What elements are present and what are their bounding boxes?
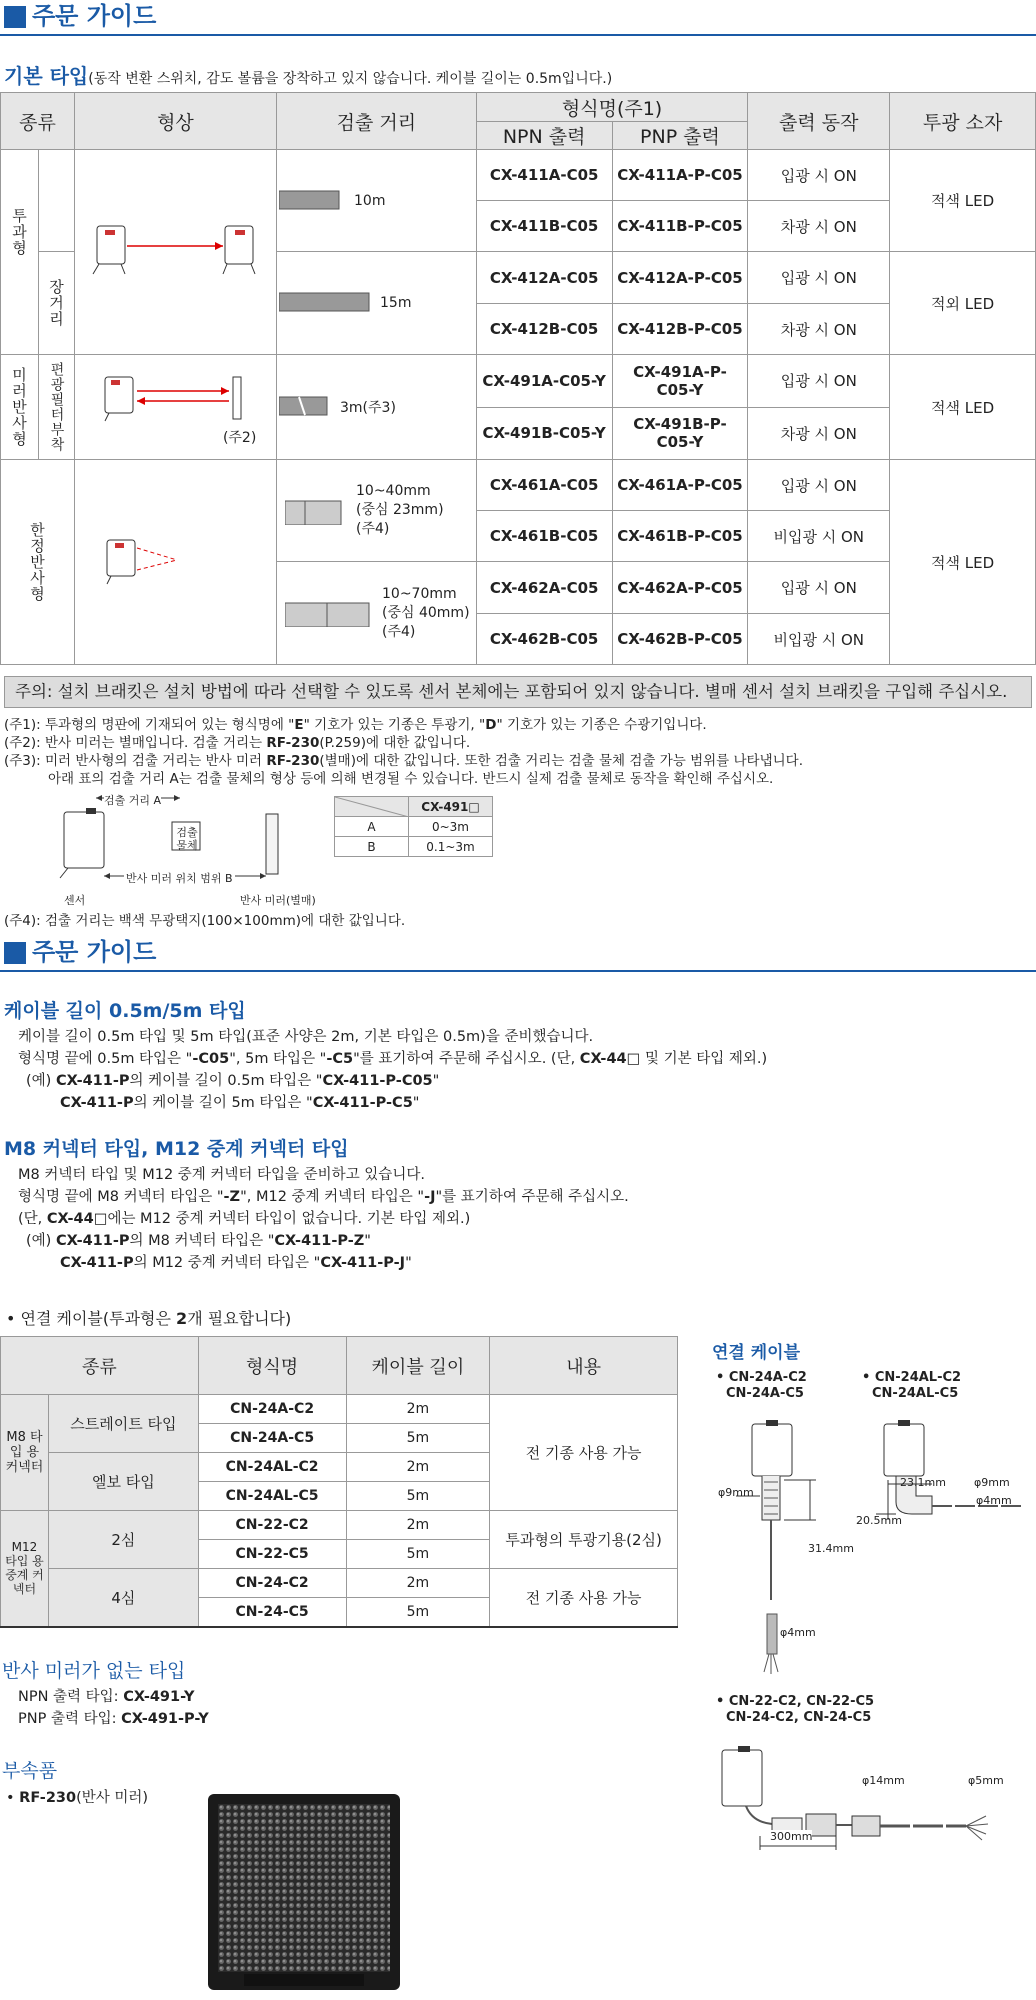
npn-cell: CX-462A-C05 xyxy=(476,562,612,614)
npn-cell: CX-491A-C05-Y xyxy=(476,355,612,408)
pnp-cell: CX-462A-P-C05 xyxy=(612,562,748,614)
pnp-cell: CX-411A-P-C05 xyxy=(612,150,748,201)
action-cell: 차광 시 ON xyxy=(748,201,890,252)
no-mirror-title: 반사 미러가 없는 타입 xyxy=(2,1660,186,1682)
conn-desc: 전 기종 사용 가능 xyxy=(490,1395,678,1511)
diagram-range-b: 반사 미러 위치 범위 B xyxy=(126,872,233,885)
note-1: (주1): 투과형의 명판에 기재되어 있는 형식명에 "E" 기호가 있는 기종은 투광기, "D" 기호가 있는 기종은 수광기입니다. xyxy=(4,717,707,733)
conn-len: 2m xyxy=(346,1395,490,1424)
cable-fig-title: 연결 케이블 xyxy=(712,1343,801,1363)
pnp-cell: CX-411B-P-C05 xyxy=(612,201,748,252)
cable-bar-15m xyxy=(279,291,375,315)
conn-model: CN-24-C5 xyxy=(198,1598,346,1627)
conn-desc: 투과형의 투광기용(2심) xyxy=(490,1511,678,1569)
conn-len: 5m xyxy=(346,1540,490,1569)
conn-model: CN-24AL-C5 xyxy=(198,1482,346,1511)
dim-300: 300mm xyxy=(770,1830,813,1843)
npn-cell: CX-462B-C05 xyxy=(476,614,612,665)
dim-20-5: 20.5mm xyxy=(856,1514,902,1527)
accessory-title: 부속품 xyxy=(2,1760,58,1782)
dim-phi9: φ9mm xyxy=(718,1486,754,1499)
conn-len: 2m xyxy=(346,1569,490,1598)
action-cell: 비입광 시 ON xyxy=(748,511,890,562)
conn-group-m12: M12 타입 용 중계 커넥터 xyxy=(1,1511,49,1627)
conn-2core: 2심 xyxy=(48,1511,198,1569)
conn-elbow: 엘보 타입 xyxy=(48,1453,198,1511)
pnp-cell: CX-462B-P-C05 xyxy=(612,614,748,665)
pnp-cell: CX-461B-P-C05 xyxy=(612,511,748,562)
dim-31-4: 31.4mm xyxy=(808,1542,854,1555)
th-model: 형식명(주1) xyxy=(476,93,748,122)
no-mirror-body: NPN 출력 타입: CX-491-Y PNP 출력 타입: CX-491-P-Y xyxy=(18,1689,209,1727)
section-square-icon xyxy=(4,942,26,964)
pnp-cell: CX-491B-P- C05-Y xyxy=(612,407,748,460)
m8-title: M8 커넥터 타입, M12 중계 커넥터 타입 xyxy=(4,1138,349,1160)
conn-len: 5m xyxy=(346,1598,490,1627)
thru-beam-illustration xyxy=(75,150,275,350)
pnp-cell: CX-412A-P-C05 xyxy=(612,252,748,304)
dim-phi5: φ5mm xyxy=(968,1774,1004,1787)
conn-group-m8: M8 타입 용 커넥터 xyxy=(1,1395,49,1511)
range-table xyxy=(334,796,493,857)
dist-15m: 15m xyxy=(380,295,412,311)
action-cell: 입광 시 ON xyxy=(748,562,890,614)
cable-drawing-m8 xyxy=(716,1410,1026,1680)
conn-model: CN-22-C2 xyxy=(198,1511,346,1540)
conn-len: 5m xyxy=(346,1482,490,1511)
group-polarized: 편광필터부착 xyxy=(48,362,65,452)
accessory-item: • RF-230(반사 미러) xyxy=(6,1790,149,1806)
npn-cell: CX-491B-C05-Y xyxy=(476,407,612,460)
range-row-a: A xyxy=(335,817,409,837)
led-cell: 적색 LED xyxy=(890,355,1036,460)
pnp-cell: CX-461A-P-C05 xyxy=(612,460,748,511)
led-cell: 적색 LED xyxy=(890,460,1036,665)
led-cell: 적외 LED xyxy=(890,252,1036,355)
dist-limited-2: 10~70mm (중심 40mm) (주4) xyxy=(382,585,470,640)
diagram-sensor-label: 센서 xyxy=(64,894,86,907)
diagram-object: 검출 물체 xyxy=(176,826,198,852)
diagram-dist-a: 검출 거리 A xyxy=(104,794,162,807)
section-header xyxy=(0,0,1036,36)
action-cell: 차광 시 ON xyxy=(748,407,890,460)
conn-len: 2m xyxy=(346,1511,490,1540)
conn-model: CN-24-C2 xyxy=(198,1569,346,1598)
pnp-cell: CX-412B-P-C05 xyxy=(612,304,748,355)
section-square-icon xyxy=(4,6,26,28)
cable-length-title: 케이블 길이 0.5m/5m 타입 xyxy=(4,1000,246,1022)
cable-bar-3m xyxy=(279,393,335,421)
action-cell: 입광 시 ON xyxy=(748,252,890,304)
reflector-photo xyxy=(204,1790,404,1996)
th-conn-len: 케이블 길이 xyxy=(346,1337,490,1395)
note2-ref: (주2) xyxy=(222,430,257,446)
range-row-b: B xyxy=(335,837,409,857)
action-cell: 차광 시 ON xyxy=(748,304,890,355)
notice-bar: 주의: 설치 브래킷은 설치 방법에 따라 선택할 수 있도록 센서 본체에는 포함되어 있지 않습니다. 별매 센서 설치 브래킷을 구입해 주십시오. xyxy=(4,676,1032,708)
conn-model: CN-22-C5 xyxy=(198,1540,346,1569)
npn-cell: CX-411B-C05 xyxy=(476,201,612,252)
notes-block xyxy=(4,716,1024,788)
basic-type-heading: 기본 타입(동작 변환 스위치, 감도 볼륨을 장착하고 있지 않습니다. 케이블 길이는 0.5m입니다.) xyxy=(4,64,613,88)
th-shape: 형상 xyxy=(74,93,276,150)
cable-fig-c-label: • CN-22-C2, CN-22-C5 CN-24-C2, CN-24-C5 xyxy=(716,1694,875,1725)
dim-phi4: φ4mm xyxy=(780,1626,816,1639)
section-header-2 xyxy=(0,936,1036,972)
range-table-head: CX-491□ xyxy=(409,797,493,817)
dim-phi14: φ14mm xyxy=(862,1774,905,1787)
basic-type-table xyxy=(0,92,1036,665)
group-mirror: 미러반사형 xyxy=(9,367,28,447)
npn-cell: CX-411A-C05 xyxy=(476,150,612,201)
cable-bar-40mm xyxy=(285,497,351,525)
npn-cell: CX-412B-C05 xyxy=(476,304,612,355)
dist-3m: 3m(주3) xyxy=(340,400,396,416)
pnp-cell: CX-491A-P- C05-Y xyxy=(612,355,748,408)
conn-model: CN-24A-C2 xyxy=(198,1395,346,1424)
action-cell: 비입광 시 ON xyxy=(748,614,890,665)
cable-bar-10m xyxy=(279,189,349,213)
note-3-cont: 아래 표의 검출 거리 A는 검출 물체의 형상 등에 의해 변경될 수 있습니다. 반드시 실제 검출 물체로 동작을 확인해 주십시오. xyxy=(48,771,774,787)
th-npn: NPN 출력 xyxy=(476,122,612,150)
m8-body: M8 커넥터 타입 및 M12 중계 커넥터 타입을 준비하고 있습니다. 형식명 끝에 M8 커넥터 타입은 "-Z", M12 중계 커넥터 타입은 "-J"를 표기하여 주문해 주십시오. (단, CX-44□에는 M12 중계 커넥터 타입이 없습니다. 기본 타입 제외.) (예) CX-411-P의 M8 커넥터 타입은 "CX-411-P-Z" CX-411-P의 M12 중계 커넥터 타입은 "CX-411-P-J" xyxy=(18,1167,629,1271)
range-val-a: 0~3m xyxy=(409,817,493,837)
cable-bar-70mm xyxy=(285,599,377,627)
range-val-b: 0.1~3m xyxy=(409,837,493,857)
note-2: (주2): 반사 미러는 별매입니다. 검출 거리는 RF-230(P.259)에 대한 값입니다. xyxy=(4,735,471,751)
dist-10m: 10m xyxy=(354,192,386,209)
dim-23-1: 23.1mm xyxy=(900,1476,946,1489)
npn-cell: CX-461B-C05 xyxy=(476,511,612,562)
conn-4core: 4심 xyxy=(48,1569,198,1627)
section-title: 주문 가이드 xyxy=(32,938,157,966)
led-cell: 적색 LED xyxy=(890,150,1036,252)
diagram-mirror-label: 반사 미러(별매) xyxy=(240,894,316,907)
group-long-range: 장거리 xyxy=(46,279,65,327)
dist-limited-1: 10~40mm (중심 23mm) (주4) xyxy=(356,483,444,537)
cable-length-body: 케이블 길이 0.5m 타입 및 5m 타입(표준 사양은 2m, 기본 타입은 0.5m)을 준비했습니다. 형식명 끝에 0.5m 타입은 "-C05", 5m 타입은 "-C5"를 표기하여 주문해 주십시오. (단, CX-44□ 및 기본 타입 제외.) (예) CX-411-P의 케이블 길이 0.5m 타입은 "CX-411-P-C05" CX-411-P의 케이블 길이 5m 타입은 "CX-411-P-C5" xyxy=(18,1029,768,1111)
thru-shape-cell xyxy=(74,150,276,355)
conn-model: CN-24A-C5 xyxy=(198,1424,346,1453)
conn-len: 5m xyxy=(346,1424,490,1453)
conn-model: CN-24AL-C2 xyxy=(198,1453,346,1482)
action-cell: 입광 시 ON xyxy=(748,150,890,201)
th-kind: 종류 xyxy=(1,93,75,150)
conn-straight: 스트레이트 타입 xyxy=(48,1395,198,1453)
group-limited: 한정반사형 xyxy=(27,522,46,602)
conn-cable-table xyxy=(0,1336,678,1628)
section-title: 주문 가이드 xyxy=(32,2,157,30)
conn-table-title: • 연결 케이블(투과형은 2개 필요합니다) xyxy=(6,1309,292,1328)
dim-ephi4: φ4mm xyxy=(976,1494,1012,1507)
cable-fig-a-label: • CN-24A-C2 CN-24A-C5 xyxy=(716,1370,807,1401)
group-thru: 투과형 xyxy=(9,208,28,256)
conn-desc: 전 기종 사용 가능 xyxy=(490,1569,678,1627)
conn-len: 2m xyxy=(346,1453,490,1482)
note-3: (주3): 미러 반사형의 검출 거리는 반사 미러 RF-230(별매)에 대한 값입니다. 또한 검출 거리는 검출 물체 검출 가능 범위를 나타냅니다. xyxy=(4,753,804,769)
action-cell: 입광 시 ON xyxy=(748,355,890,408)
action-cell: 입광 시 ON xyxy=(748,460,890,511)
npn-cell: CX-461A-C05 xyxy=(476,460,612,511)
th-conn-kind: 종류 xyxy=(1,1337,199,1395)
npn-cell: CX-412A-C05 xyxy=(476,252,612,304)
th-output: 출력 동작 xyxy=(748,93,890,150)
note-4: (주4): 검출 거리는 백색 무광택지(100×100mm)에 대한 값입니다. xyxy=(4,913,406,929)
th-pnp: PNP 출력 xyxy=(612,122,748,150)
cable-fig-b-label: • CN-24AL-C2 CN-24AL-C5 xyxy=(862,1370,962,1401)
dim-ephi9: φ9mm xyxy=(974,1476,1010,1489)
th-conn-desc: 내용 xyxy=(490,1337,678,1395)
limited-reflective-illustration xyxy=(75,460,275,660)
th-led: 투광 소자 xyxy=(890,93,1036,150)
cable-drawing-m12 xyxy=(716,1740,1026,1860)
th-conn-model: 형식명 xyxy=(198,1337,346,1395)
th-distance: 검출 거리 xyxy=(276,93,476,150)
